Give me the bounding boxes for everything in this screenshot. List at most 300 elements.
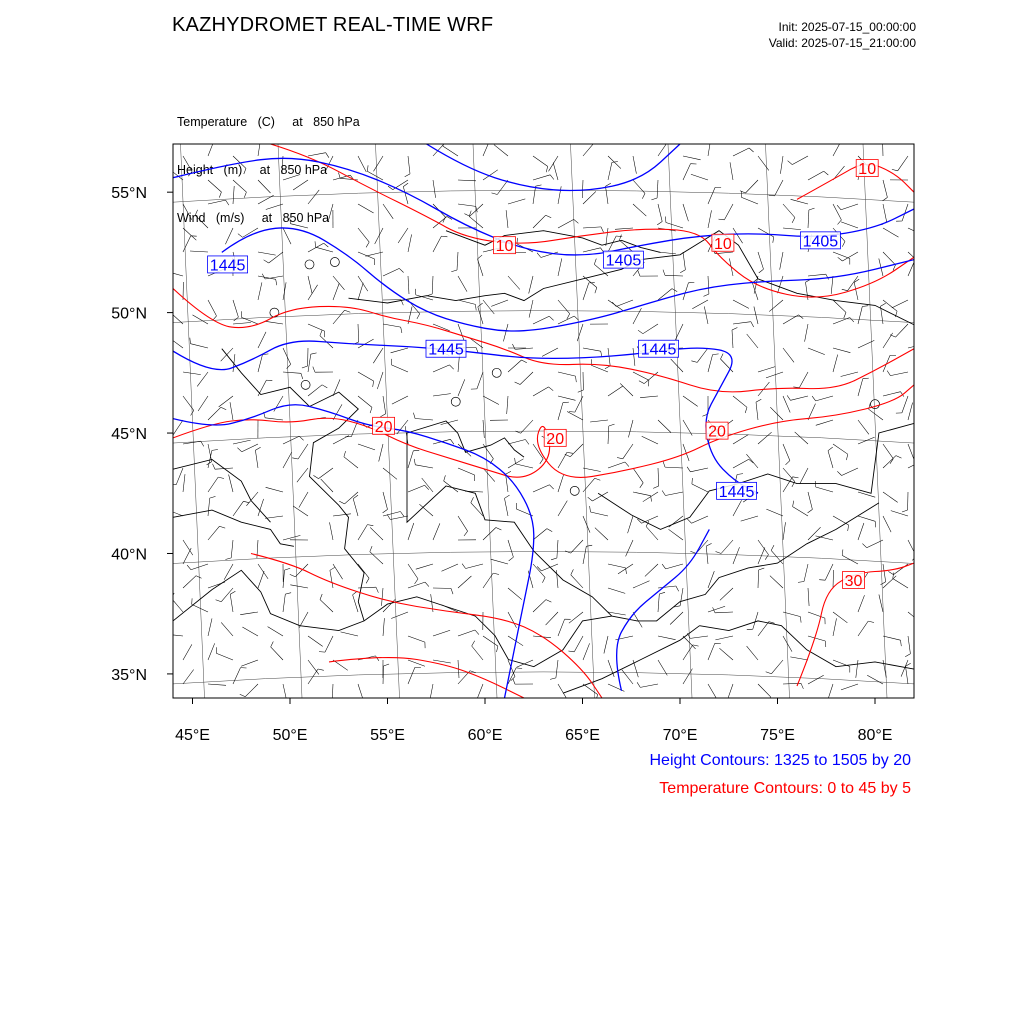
wind-barb [208, 180, 221, 192]
wind-barb-feather [244, 168, 246, 174]
wind-barb [858, 523, 864, 540]
wind-barb-feather [612, 162, 618, 163]
wind-barb [173, 420, 183, 435]
wind-barb [778, 276, 784, 293]
wind-barb [169, 337, 183, 348]
wind-barb-feather [578, 390, 584, 392]
wind-barb [658, 252, 676, 254]
wind-barb [382, 588, 384, 606]
wind-barb [842, 555, 858, 564]
height-contour-label-text: 1445 [718, 483, 755, 501]
wind-barb [615, 228, 633, 229]
wind-barb-feather [721, 354, 724, 359]
wind-barb [231, 540, 233, 558]
wind-barb-feather [547, 529, 552, 532]
wind-barb-feather [367, 525, 373, 526]
wind-barb [657, 180, 658, 198]
wind-barb [856, 660, 858, 678]
wind-barb [908, 540, 916, 556]
wind-barb-feather [773, 237, 774, 243]
height-contour-label [208, 256, 248, 275]
wind-barb [183, 474, 185, 492]
wind-barb-feather [238, 234, 243, 238]
wind-barb [833, 612, 847, 623]
wind-barb-feather [691, 361, 697, 363]
wind-barb [458, 630, 475, 636]
wind-barb-feather [640, 483, 643, 488]
wind-barb [506, 210, 508, 228]
wind-barb [508, 459, 524, 468]
chart-title: KAZHYDROMET REAL-TIME WRF [172, 14, 494, 36]
wind-barb [683, 252, 685, 270]
wind-barb [308, 243, 324, 252]
wind-barb [190, 251, 208, 252]
wind-barb [258, 571, 264, 588]
wind-barb [658, 141, 668, 156]
wind-barb-feather [668, 141, 674, 142]
wind-barb [283, 535, 300, 540]
wind-barb [391, 612, 408, 619]
wind-barb-feather [339, 501, 344, 504]
temperature-contour-label [494, 237, 516, 256]
wind-barb [483, 140, 490, 157]
wind-barb [271, 647, 283, 660]
wind-barb-feather [255, 447, 260, 450]
country-border [598, 423, 914, 529]
wind-barb [398, 228, 408, 243]
wind-barb [671, 359, 683, 372]
wind-barb [732, 330, 733, 348]
wind-barb [557, 540, 558, 558]
wind-barb-feather [522, 360, 527, 363]
wind-barb [345, 492, 359, 504]
wind-barb [708, 643, 715, 660]
wind-barb-feather [663, 270, 665, 276]
wind-barb [756, 402, 758, 420]
wind-barb [383, 268, 399, 276]
wind-barb [408, 564, 418, 579]
wind-barb [805, 324, 808, 342]
height-contour-label-text: 1445 [428, 341, 464, 359]
wind-barb [183, 548, 191, 564]
wind-barb [883, 444, 893, 459]
wind-barb [240, 612, 258, 615]
wind-barb [808, 210, 809, 228]
wind-barb [283, 684, 287, 702]
wind-barb-feather [887, 371, 890, 376]
field-height: Height (m) at 850 hPa [177, 163, 328, 177]
wind-barb [533, 529, 547, 540]
wind-barb [458, 324, 464, 341]
wind-barb-feather [551, 558, 557, 560]
wind-barb [691, 174, 708, 180]
wind-barb-feather [800, 617, 801, 623]
wind-barb-feather [749, 148, 754, 152]
wind-barb [233, 300, 238, 317]
wind-barb-feather [564, 700, 568, 705]
wind-barb [708, 210, 712, 228]
wind-barb [330, 570, 333, 588]
wind-barb [841, 204, 858, 210]
wind-barb-feather [848, 525, 849, 531]
wind-barb [577, 324, 583, 341]
wind-barb [908, 403, 913, 420]
wind-barb [883, 180, 887, 197]
wind-barb-feather [326, 153, 329, 158]
wind-barb [221, 622, 233, 636]
wind-barb-feather [513, 679, 515, 685]
wind-barb [746, 454, 758, 468]
wind-barb [867, 675, 883, 684]
wind-barb [433, 394, 451, 396]
wind-barb [633, 612, 642, 627]
height-contour-label [639, 340, 679, 359]
wind-barb-feather [276, 279, 277, 285]
wind-barb [891, 511, 908, 516]
wind-barb-feather [471, 497, 474, 502]
wind-barb [183, 576, 196, 588]
wind-barb-feather [237, 448, 241, 452]
wind-barb [733, 435, 748, 444]
temperature-contour-label-text: 20 [546, 430, 565, 448]
wind-barb [592, 492, 608, 501]
wind-barb [166, 271, 183, 276]
wind-barb [633, 180, 645, 193]
wind-barb-feather [195, 210, 197, 216]
wind-barb [483, 396, 499, 405]
wind-barb-feather [424, 702, 430, 703]
wind-barb [795, 432, 808, 444]
wind-barb [558, 316, 574, 324]
wind-barb [383, 204, 393, 219]
wind-barb-feather [637, 682, 640, 687]
wind-barb-feather [888, 571, 893, 574]
wind-barb [643, 492, 658, 502]
wind-barb-feather [464, 214, 469, 217]
wind-barb [793, 507, 808, 516]
temperature-contour-label-text: 20 [374, 418, 393, 436]
wind-barb [258, 564, 268, 579]
wind-barb [858, 379, 863, 396]
wind-barb [606, 186, 609, 204]
wind-barb [816, 396, 833, 401]
wind-barb [683, 420, 692, 436]
temperature-contour [271, 144, 915, 297]
wind-barb [374, 156, 384, 171]
wind-barb-feather [512, 344, 515, 349]
wind-barb [633, 492, 651, 496]
wind-barb-feather [271, 642, 274, 647]
wind-barb [733, 322, 751, 324]
wind-barb [608, 162, 612, 180]
wind-barb-feather [230, 591, 235, 594]
wind-barb-feather [619, 235, 621, 241]
wind-barb-feather [425, 582, 429, 587]
wind-barb [392, 396, 408, 404]
wind-barb [491, 559, 508, 564]
wind-barb-feather [663, 461, 665, 467]
temperature-contour-label-text: 30 [844, 572, 863, 590]
wind-barb [458, 276, 467, 292]
wind-barb [266, 487, 283, 492]
wind-barb [780, 156, 783, 174]
wind-barb [283, 594, 285, 612]
wind-barb [658, 420, 671, 433]
wind-barb [505, 498, 509, 516]
wind-barb [183, 396, 194, 410]
wind-barb [457, 252, 458, 270]
wind-barb-feather [842, 289, 848, 290]
wind-barb [858, 621, 868, 636]
wind-barb [192, 604, 208, 612]
wind-barb [358, 684, 364, 701]
wind-barb [783, 444, 790, 461]
wind-barb [333, 310, 345, 324]
wind-barb-feather [793, 501, 794, 507]
wind-barb [833, 516, 849, 525]
wind-barb-feather [606, 183, 611, 186]
wind-barb-feather [809, 208, 815, 210]
wind-barb [733, 500, 742, 516]
wind-barb-feather [808, 509, 813, 513]
country-border [407, 421, 524, 457]
wind-barb-feather [793, 387, 799, 388]
wind-barb-feather [595, 288, 597, 294]
wind-barb [628, 516, 633, 533]
wind-barb [892, 300, 908, 308]
graticule-parallel [173, 551, 914, 563]
wind-barb [783, 348, 794, 362]
wind-barb [290, 585, 308, 588]
wind-barb-feather [299, 436, 303, 440]
wind-barb [533, 186, 536, 204]
wind-barb [658, 636, 676, 640]
wind-barb-feather [443, 140, 444, 146]
wind-barb-feather [642, 193, 645, 198]
wind-barb [825, 564, 833, 580]
wind-barb [858, 420, 869, 434]
wind-barb-feather [264, 260, 269, 263]
wind-barb [433, 236, 441, 252]
calm-wind-circle [270, 308, 279, 317]
wind-barb [208, 684, 226, 685]
wind-barb [258, 138, 261, 156]
wind-barb [558, 219, 574, 228]
wind-barb [229, 475, 233, 493]
wind-barb-feather [221, 407, 226, 409]
wind-barb [333, 276, 345, 290]
wind-barb-feather [651, 198, 657, 200]
wind-barb [308, 660, 319, 674]
wind-barb [583, 468, 601, 472]
wind-barb-feather [659, 592, 665, 594]
wind-barb [258, 332, 266, 348]
wind-barb [583, 643, 590, 660]
wind-barb-feather [798, 582, 804, 583]
wind-barb [808, 492, 812, 509]
wind-barb [583, 478, 595, 492]
lon-tick-label: 60°E [467, 727, 503, 744]
wind-barb [183, 204, 192, 220]
wind-barb [458, 180, 476, 181]
wind-barb-feather [540, 459, 543, 464]
wind-barb [340, 178, 358, 180]
wind-barb [208, 477, 218, 492]
wind-barb [341, 632, 359, 636]
wind-barb-feather [786, 461, 790, 465]
calm-wind-circle [330, 258, 339, 267]
wind-barb [854, 282, 858, 300]
wind-barb [640, 396, 658, 398]
wind-barb [633, 348, 635, 366]
wind-barb-feather [799, 315, 804, 319]
wind-barb [733, 148, 749, 156]
wind-barb-feather [475, 630, 479, 635]
wind-barb [883, 564, 886, 582]
wind-barb [558, 403, 563, 420]
wind-barb-feather [716, 552, 722, 554]
wind-barb-feather [292, 458, 298, 459]
wind-barb [258, 282, 262, 300]
wind-barb [633, 468, 643, 483]
wind-barb-feather [366, 242, 369, 247]
wind-barb [708, 355, 713, 372]
wind-barb-feather [287, 364, 291, 368]
wind-barb [265, 516, 283, 518]
wind-barb [332, 684, 333, 702]
wind-barb [208, 200, 226, 204]
temperature-contour [797, 164, 914, 199]
wind-barb [643, 324, 658, 334]
wind-barb [299, 492, 308, 508]
wind-barb-feather [413, 413, 415, 419]
wind-barb-feather [846, 454, 847, 460]
lat-tick-label: 45°N [111, 426, 147, 444]
wind-barb [325, 636, 333, 652]
wind-barb [816, 487, 833, 492]
wind-barb-feather [301, 373, 303, 379]
wind-barb [769, 300, 783, 312]
wind-barb [358, 228, 369, 242]
wind-barb [608, 564, 626, 568]
wind-barb [665, 492, 683, 496]
lon-tick-label: 80°E [857, 727, 893, 744]
wind-barb-feather [550, 485, 554, 489]
wind-barb [558, 501, 567, 516]
wind-barb [733, 300, 749, 308]
wind-barb-feather [201, 441, 204, 446]
wind-barb-feather [926, 344, 929, 349]
wind-barb [766, 509, 783, 516]
wind-barb [567, 412, 583, 421]
wind-barb-feather [680, 270, 685, 273]
wind-barb-feather [576, 376, 577, 382]
wind-barb [165, 634, 183, 636]
wind-barb [497, 180, 508, 195]
wind-barb [690, 468, 708, 472]
wind-barb [770, 576, 783, 588]
wind-barb [816, 420, 833, 425]
wind-barb-feather [210, 496, 216, 498]
wind-barb-feather [759, 568, 765, 570]
lon-tick-label: 45°E [175, 727, 210, 744]
wind-barb-feather [565, 551, 571, 553]
wind-barb-feather [756, 399, 761, 402]
wind-barb [770, 407, 783, 420]
wind-barb-feather [546, 166, 548, 172]
wind-barb [553, 163, 558, 180]
wind-barb [708, 606, 725, 612]
wind-barb [683, 164, 691, 180]
wind-barb [583, 191, 596, 204]
wind-barb [358, 324, 359, 342]
wind-barb [633, 372, 649, 380]
wind-barb [808, 612, 825, 618]
height-contour-label [603, 251, 643, 270]
wind-barb-feather [415, 289, 416, 295]
lat-tick-label: 40°N [111, 546, 147, 564]
calm-wind-circle [492, 368, 501, 377]
wind-barb-feather [896, 456, 902, 459]
wind-barb [408, 523, 414, 540]
height-contour [617, 529, 710, 690]
wind-barb [901, 660, 908, 677]
wind-barb [583, 546, 586, 564]
wind-barb [298, 444, 308, 459]
wind-barb [783, 612, 800, 617]
wind-barb [333, 436, 349, 444]
wind-barb-feather [262, 274, 265, 279]
wind-barb [841, 372, 858, 377]
wind-barb-feather [240, 694, 246, 696]
wind-barb-feather [574, 219, 579, 223]
wind-barb [433, 523, 440, 540]
temperature-contour-legend: Temperature Contours: 0 to 45 by 5 [659, 780, 911, 797]
wind-barb [458, 379, 465, 396]
wind-barb-feather [563, 402, 569, 403]
wind-barb-feather [413, 450, 419, 451]
wind-barb [208, 498, 210, 516]
wind-barb-feather [302, 366, 308, 368]
wind-barb [758, 228, 774, 237]
wind-barb-feather [515, 382, 521, 385]
wind-barb-feather [376, 656, 379, 661]
lat-tick-label: 50°N [111, 305, 147, 323]
country-border [446, 231, 661, 256]
wind-barb [472, 646, 483, 660]
wind-barb [808, 675, 824, 684]
wind-barb-feather [213, 464, 216, 469]
wind-barb-feather [366, 578, 369, 583]
wind-barb [708, 187, 715, 204]
wind-barb-feather [902, 510, 908, 512]
wind-barb [358, 396, 372, 407]
wind-barb [408, 451, 413, 468]
wind-barb-feather [892, 169, 898, 170]
wind-barb [503, 324, 508, 341]
wind-barb [908, 636, 910, 654]
wind-barb [771, 660, 783, 674]
wind-barb [283, 228, 291, 244]
wind-barb [608, 386, 623, 396]
wind-barb-feather [793, 477, 799, 478]
wind-barb [225, 228, 233, 244]
wind-barb [896, 324, 908, 337]
wind-barb-feather [639, 381, 644, 384]
wind-barb-feather [568, 651, 574, 652]
wind-barb [533, 564, 545, 577]
wind-barb [358, 444, 375, 450]
